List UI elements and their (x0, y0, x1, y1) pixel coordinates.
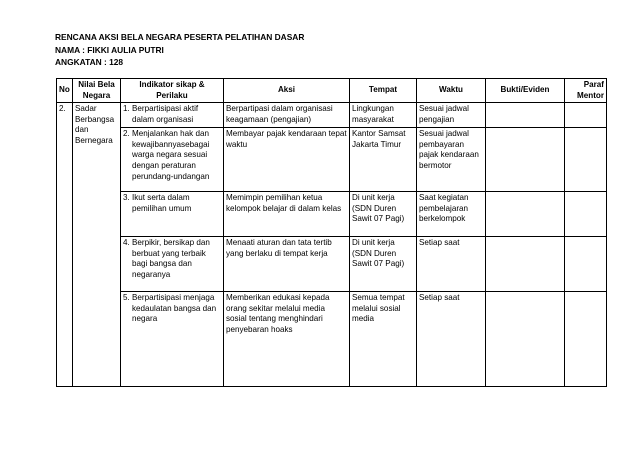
bukti-cell (486, 103, 565, 128)
indikator-cell (121, 192, 224, 237)
aksi-cell: Memberikan edukasi kepada orang sekitar melalui media sosial tentang menghindari penyebaran hoaks (224, 292, 350, 387)
action-plan-table (56, 78, 607, 387)
indikator-cell (121, 292, 224, 387)
nilai-line: Berbangsa (75, 114, 115, 124)
batch-number: ANGKATAN : 128 (55, 57, 124, 68)
header-paraf-mentor: Paraf Mentor (565, 79, 607, 103)
table-row (57, 103, 607, 128)
table-row (57, 192, 607, 237)
indikator-text: 1. Berpartisipasi aktif dalam organisasi (123, 104, 199, 124)
nilai-bela-negara-cell (73, 103, 121, 387)
paraf-cell (565, 192, 607, 237)
tempat-cell: Di unit kerja (SDN Duren Sawit 07 Pagi) (350, 192, 417, 237)
table-row (57, 292, 607, 387)
waktu-cell: Setiap saat (417, 237, 486, 292)
aksi-cell: Menaati aturan dan tata tertib yang berlaku di tempat kerja (224, 237, 350, 292)
table-row (57, 237, 607, 292)
nilai-line: Bernegara (75, 135, 113, 145)
aksi-cell: Memimpin pemilihan ketua kelompok belajar di dalam kelas (224, 192, 350, 237)
tempat-cell: Kantor Samsat Jakarta Timur (350, 128, 417, 192)
bukti-cell (486, 128, 565, 192)
table-header-row (57, 79, 607, 103)
tempat-cell: Di unit kerja (SDN Duren Sawit 07 Pagi) (350, 237, 417, 292)
nilai-line: Sadar (75, 104, 97, 114)
indikator-cell (121, 237, 224, 292)
aksi-cell: Berpartipasi dalam organisasi keagamaan (pengajian) (224, 103, 350, 128)
aksi-cell: Membayar pajak kendaraan tepat waktu (224, 128, 350, 192)
indikator-text: 4. Berpikir, bersikap dan berbuat yang terbaik bagi bangsa dan negaranya (123, 238, 210, 279)
header-indikator: Indikator sikap & Perilaku (121, 79, 224, 103)
nilai-line: dan (75, 125, 89, 135)
indikator-cell (121, 103, 224, 128)
waktu-cell: Setiap saat (417, 292, 486, 387)
header-nilai-bela-negara: Nilai Bela Negara (73, 79, 121, 103)
waktu-cell: Sesuai jadwal pembayaran pajak kendaraan bermotor (417, 128, 486, 192)
bukti-cell (486, 292, 565, 387)
tempat-cell: Lingkungan masyarakat (350, 103, 417, 128)
header-aksi: Aksi (224, 79, 350, 103)
header-tempat: Tempat (350, 79, 417, 103)
tempat-cell: Semua tempat melalui sosial media (350, 292, 417, 387)
indikator-text: 3. Ikut serta dalam pemilihan umum (123, 193, 192, 213)
waktu-cell: Sesuai jadwal pengajian (417, 103, 486, 128)
header-bukti: Bukti/Eviden (486, 79, 565, 103)
paraf-cell (565, 103, 607, 128)
header-no: No (57, 79, 73, 103)
indikator-cell (121, 128, 224, 192)
bukti-cell (486, 237, 565, 292)
document-title: RENCANA AKSI BELA NEGARA PESERTA PELATIHAN DASAR (55, 32, 305, 42)
table-row (57, 128, 607, 192)
waktu-cell: Saat kegiatan pembelajaran berkelompok (417, 192, 486, 237)
row-number: 2. (57, 103, 73, 387)
document-header (55, 31, 304, 69)
paraf-cell (565, 237, 607, 292)
participant-name: NAMA : FIKKI AULIA PUTRI (55, 44, 164, 55)
indikator-text: 2. Menjalankan hak dan kewajibannyasebagai warga negara sesuai dengan peraturan perundang-undangan (123, 129, 210, 181)
header-waktu: Waktu (417, 79, 486, 103)
paraf-cell (565, 292, 607, 387)
indikator-text: 5. Berpartisipasi menjaga kedaulatan bangsa dan negara (123, 293, 217, 324)
paraf-cell (565, 128, 607, 192)
bukti-cell (486, 192, 565, 237)
